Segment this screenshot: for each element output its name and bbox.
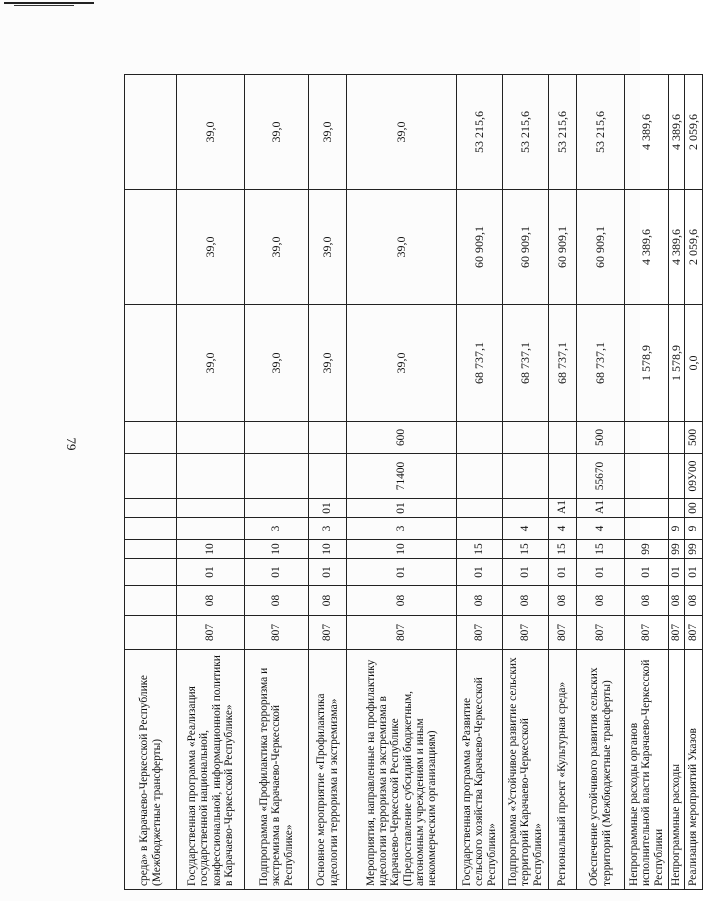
row-rz-code-cell: 08 [625, 586, 669, 616]
row-subprogram-code-cell: 4 [503, 518, 549, 540]
row-amount-1-cell: 39,0 [309, 305, 347, 422]
row-rz-code-cell: 08 [245, 586, 309, 616]
page-number: 79 [64, 437, 79, 451]
table-row [347, 75, 457, 890]
row-amount-2-cell [125, 190, 177, 305]
row-subprogram-code-cell [625, 518, 669, 540]
row-rz-code-cell: 08 [669, 586, 685, 616]
row-pr-code-cell: 01 [503, 559, 549, 586]
row-subprogram-code-cell: 3 [347, 518, 457, 540]
row-subprogram-code-cell: 9 [669, 518, 685, 540]
row-gr-code-cell: 807 [625, 616, 669, 650]
row-vr-code-cell [625, 422, 669, 454]
row-subprogram-code-cell: 4 [549, 518, 577, 540]
row-direction-code-cell [549, 454, 577, 499]
row-amount-1-cell: 39,0 [245, 305, 309, 422]
table-row [625, 75, 669, 890]
row-name-cell: Государственная программа «Реализация государственной национальной, конфессиональной, информационной политики в Карачаево-Черкесской Республике» [177, 650, 245, 890]
row-name-cell: Обеспечение устойчивого развития сельских территорий (Межбюджетные трансферты) [577, 650, 625, 890]
row-rz-code-cell: 08 [549, 586, 577, 616]
row-direction-code-cell: 71400 [347, 454, 457, 499]
row-vr-code-cell: 500 [684, 422, 702, 454]
row-event-code-cell [669, 499, 685, 518]
row-gr-code-cell: 807 [245, 616, 309, 650]
row-amount-1-cell: 68 737,1 [577, 305, 625, 422]
row-amount-1-cell [125, 305, 177, 422]
row-event-code-cell: 01 [309, 499, 347, 518]
row-rz-code-cell: 08 [347, 586, 457, 616]
row-event-code-cell [503, 499, 549, 518]
row-gr-code-cell [125, 616, 177, 650]
row-rz-code-cell: 08 [577, 586, 625, 616]
row-vr-code-cell: 600 [347, 422, 457, 454]
table-row [125, 75, 177, 890]
table-row [503, 75, 549, 890]
row-name-cell: Основное мероприятие «Профилактика идеологии терроризма и экстремизма» [309, 650, 347, 890]
row-amount-2-cell: 60 909,1 [457, 190, 503, 305]
row-pr-code-cell: 01 [457, 559, 503, 586]
row-program-code-cell: 10 [245, 540, 309, 559]
row-program-code-cell [125, 540, 177, 559]
row-event-code-cell [457, 499, 503, 518]
row-program-code-cell: 99 [625, 540, 669, 559]
row-subprogram-code-cell [177, 518, 245, 540]
row-vr-code-cell [457, 422, 503, 454]
row-direction-code-cell [669, 454, 685, 499]
row-pr-code-cell: 01 [577, 559, 625, 586]
row-pr-code-cell: 01 [669, 559, 685, 586]
table-row [245, 75, 309, 890]
budget-table [124, 74, 703, 890]
row-amount-3-cell: 4 389,6 [669, 75, 685, 190]
row-vr-code-cell [245, 422, 309, 454]
row-direction-code-cell [625, 454, 669, 499]
row-name-cell: Подпрограмма «Устойчивое развитие сельских территорий Карачаево-Черкесской Республики» [503, 650, 549, 890]
table-row [549, 75, 577, 890]
row-amount-1-cell: 1 578,9 [625, 305, 669, 422]
row-amount-1-cell: 68 737,1 [457, 305, 503, 422]
row-program-code-cell: 10 [347, 540, 457, 559]
row-subprogram-code-cell: 9 [684, 518, 702, 540]
row-pr-code-cell: 01 [625, 559, 669, 586]
row-event-code-cell [625, 499, 669, 518]
row-event-code-cell: A1 [577, 499, 625, 518]
row-pr-code-cell: 01 [684, 559, 702, 586]
row-subprogram-code-cell [125, 518, 177, 540]
row-direction-code-cell [503, 454, 549, 499]
row-vr-code-cell [503, 422, 549, 454]
table-row [177, 75, 245, 890]
row-name-cell: Непрограммные расходы органов исполнительной власти Карачаево-Черкесской Республики [625, 650, 669, 890]
table-row [669, 75, 685, 890]
row-subprogram-code-cell: 3 [245, 518, 309, 540]
row-direction-code-cell [177, 454, 245, 499]
row-amount-1-cell: 1 578,9 [669, 305, 685, 422]
row-name-cell: Государственная программа «Развитие сельского хозяйства Карачаево-Черкесской Республики» [457, 650, 503, 890]
row-rz-code-cell: 08 [309, 586, 347, 616]
row-vr-code-cell [669, 422, 685, 454]
row-vr-code-cell: 500 [577, 422, 625, 454]
budget-table-body [125, 75, 703, 890]
row-direction-code-cell [309, 454, 347, 499]
row-direction-code-cell [125, 454, 177, 499]
row-event-code-cell [125, 499, 177, 518]
row-amount-1-cell: 0,0 [684, 305, 702, 422]
row-rz-code-cell: 08 [684, 586, 702, 616]
row-rz-code-cell [125, 586, 177, 616]
row-event-code-cell [177, 499, 245, 518]
row-pr-code-cell: 01 [245, 559, 309, 586]
row-amount-3-cell: 2 059,6 [684, 75, 702, 190]
table-row [309, 75, 347, 890]
row-pr-code-cell: 01 [347, 559, 457, 586]
row-program-code-cell: 99 [684, 540, 702, 559]
row-gr-code-cell: 807 [177, 616, 245, 650]
row-pr-code-cell: 01 [177, 559, 245, 586]
row-amount-2-cell: 2 059,6 [684, 190, 702, 305]
row-amount-3-cell [125, 75, 177, 190]
row-amount-1-cell: 68 737,1 [503, 305, 549, 422]
row-program-code-cell: 15 [577, 540, 625, 559]
row-gr-code-cell: 807 [684, 616, 702, 650]
table-row [684, 75, 702, 890]
row-direction-code-cell [457, 454, 503, 499]
row-rz-code-cell: 08 [503, 586, 549, 616]
row-program-code-cell: 99 [669, 540, 685, 559]
row-vr-code-cell [309, 422, 347, 454]
row-amount-3-cell: 53 215,6 [457, 75, 503, 190]
row-amount-2-cell: 60 909,1 [549, 190, 577, 305]
scan-corner-mark [4, 0, 94, 8]
table-row [577, 75, 625, 890]
row-gr-code-cell: 807 [503, 616, 549, 650]
row-amount-3-cell: 4 389,6 [625, 75, 669, 190]
row-program-code-cell: 15 [457, 540, 503, 559]
row-amount-3-cell: 39,0 [245, 75, 309, 190]
row-program-code-cell: 10 [309, 540, 347, 559]
row-program-code-cell: 15 [549, 540, 577, 559]
row-amount-2-cell: 4 389,6 [669, 190, 685, 305]
row-amount-3-cell: 39,0 [347, 75, 457, 190]
row-amount-1-cell: 39,0 [177, 305, 245, 422]
row-name-cell: Подпрограмма «Профилактика терроризма и экстремизма в Карачаево-Черкесской Республике» [245, 650, 309, 890]
row-event-code-cell: 01 [347, 499, 457, 518]
row-rz-code-cell: 08 [177, 586, 245, 616]
row-direction-code-cell: 55670 [577, 454, 625, 499]
row-amount-3-cell: 39,0 [309, 75, 347, 190]
row-subprogram-code-cell [457, 518, 503, 540]
row-gr-code-cell: 807 [347, 616, 457, 650]
rotated-table-wrapper [124, 75, 700, 890]
row-pr-code-cell: 01 [309, 559, 347, 586]
row-vr-code-cell [177, 422, 245, 454]
row-amount-3-cell: 39,0 [177, 75, 245, 190]
row-event-code-cell: 00 [684, 499, 702, 518]
row-pr-code-cell: 01 [549, 559, 577, 586]
row-name-cell: Непрограммные расходы [669, 650, 685, 890]
row-amount-3-cell: 53 215,6 [503, 75, 549, 190]
row-name-cell: Региональный проект «Культурная среда» [549, 650, 577, 890]
row-amount-3-cell: 53 215,6 [577, 75, 625, 190]
row-gr-code-cell: 807 [309, 616, 347, 650]
row-amount-2-cell: 60 909,1 [577, 190, 625, 305]
row-gr-code-cell: 807 [577, 616, 625, 650]
row-amount-2-cell: 39,0 [309, 190, 347, 305]
row-name-cell: Реализация мероприятий Указов [684, 650, 702, 890]
row-gr-code-cell: 807 [457, 616, 503, 650]
row-amount-3-cell: 53 215,6 [549, 75, 577, 190]
row-subprogram-code-cell: 3 [309, 518, 347, 540]
row-direction-code-cell: 09У00 [684, 454, 702, 499]
row-direction-code-cell [245, 454, 309, 499]
row-amount-1-cell: 68 737,1 [549, 305, 577, 422]
row-amount-2-cell: 39,0 [245, 190, 309, 305]
row-event-code-cell [245, 499, 309, 518]
row-vr-code-cell [549, 422, 577, 454]
row-subprogram-code-cell: 4 [577, 518, 625, 540]
row-name-cell: Мероприятия, направленные на профилактику идеологии терроризма и экстремизма в Карачаево-Черкесской Республике (Предоставление субсидий бюджетным, автономным учреждениям и иным некоммерческим организациям) [347, 650, 457, 890]
table-row [457, 75, 503, 890]
row-gr-code-cell: 807 [669, 616, 685, 650]
row-name-cell: среда» в Карачаево-Черкесской Республике (Межбюджетные трансферты) [125, 650, 177, 890]
row-program-code-cell: 10 [177, 540, 245, 559]
row-amount-1-cell: 39,0 [347, 305, 457, 422]
row-vr-code-cell [125, 422, 177, 454]
row-amount-2-cell: 39,0 [177, 190, 245, 305]
row-amount-2-cell: 60 909,1 [503, 190, 549, 305]
row-amount-2-cell: 4 389,6 [625, 190, 669, 305]
row-event-code-cell: A1 [549, 499, 577, 518]
row-rz-code-cell: 08 [457, 586, 503, 616]
row-pr-code-cell [125, 559, 177, 586]
row-amount-2-cell: 39,0 [347, 190, 457, 305]
row-gr-code-cell: 807 [549, 616, 577, 650]
row-program-code-cell: 15 [503, 540, 549, 559]
